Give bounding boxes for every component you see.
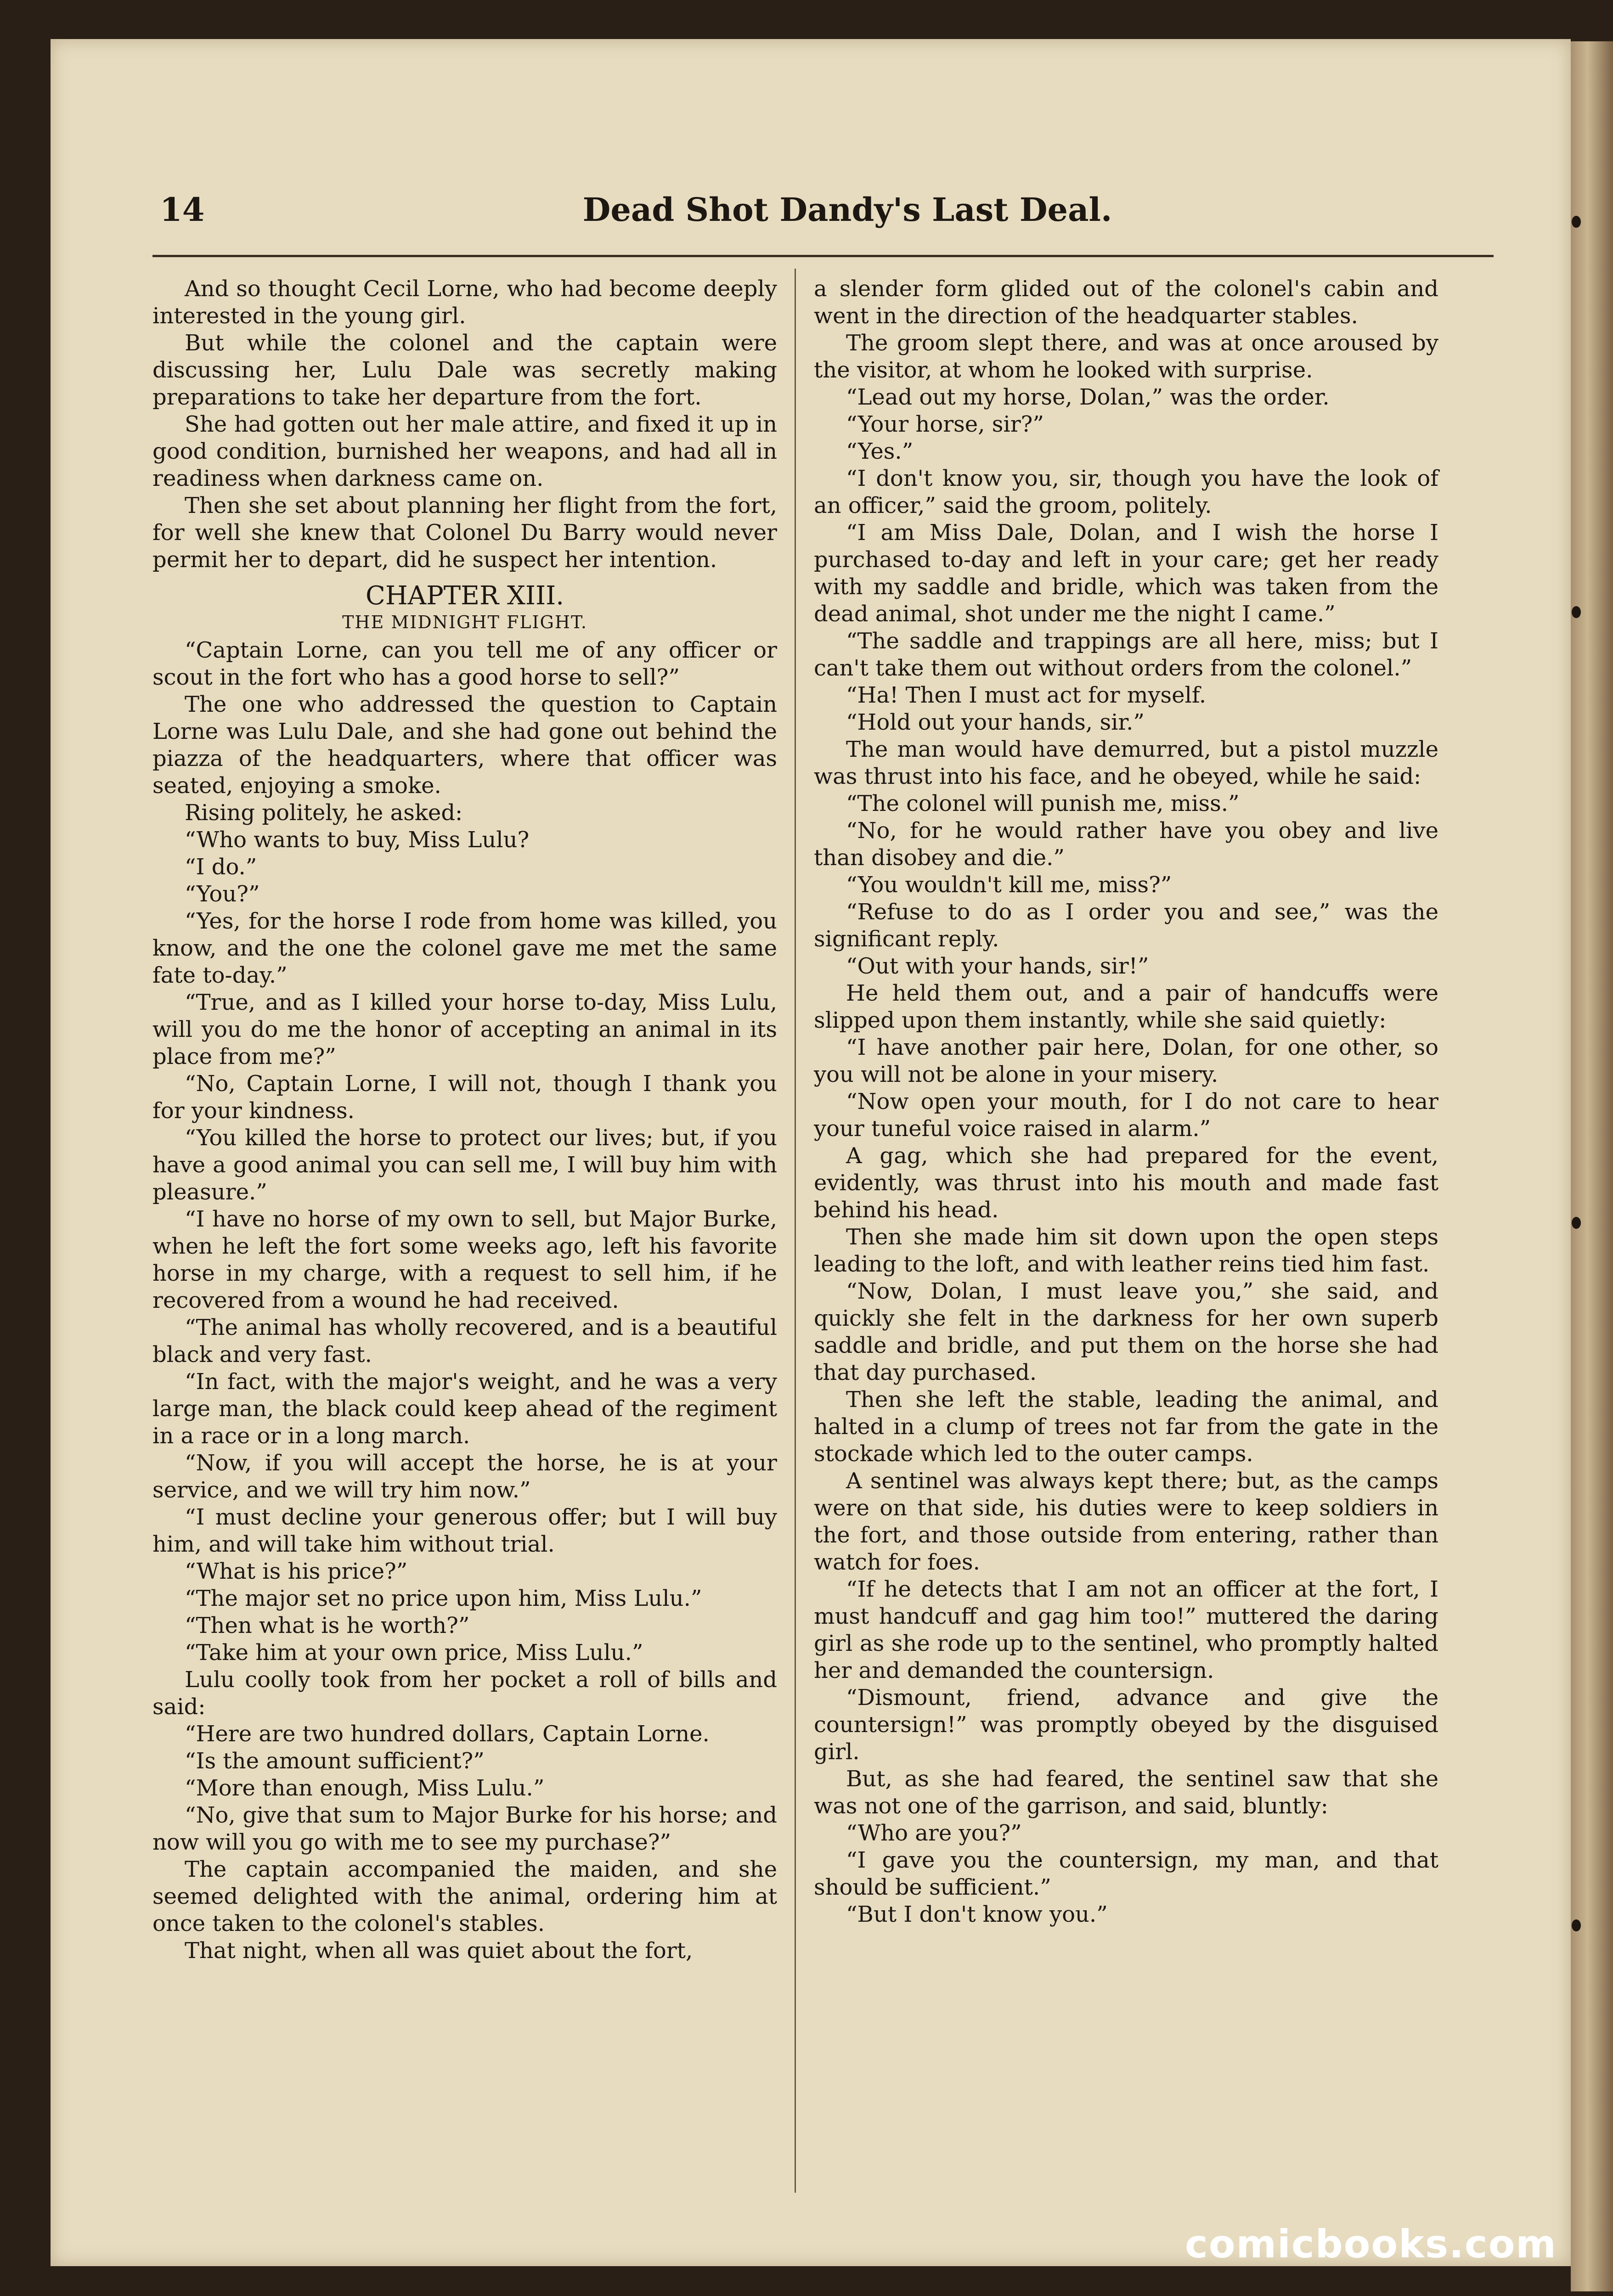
left-text-column (152, 276, 777, 1964)
paragraph: “Take him at your own price, Miss Lulu.” (185, 1640, 643, 1666)
paragraph: “I gave you the countersign, my man, and that should be sufficient.” (814, 1847, 1438, 1900)
paragraph: “No, for he would rather have you obey and live than disobey and die.” (814, 818, 1438, 871)
paragraph: Lulu coolly took from her pocket a roll of bills and said: (152, 1667, 777, 1720)
paragraph: “I don't know you, sir, though you have the look of an officer,” said the groom, politely. (814, 466, 1438, 518)
paragraph: And so thought Cecil Lorne, who had become deeply interested in the young girl. (152, 276, 777, 329)
paragraph: “True, and as I killed your horse to-day, Miss Lulu, will you do me the honor of accepting an animal in its place from me?” (152, 990, 777, 1069)
paragraph: “No, give that sum to Major Burke for his horse; and now will you go with me to see my purchase?” (152, 1802, 777, 1855)
paragraph: The man would have demurred, but a pistol muzzle was thrust into his face, and he obeyed, while he said: (814, 737, 1438, 789)
adjacent-page-edge (1571, 41, 1613, 2291)
paragraph: “You wouldn't kill me, miss?” (846, 872, 1172, 898)
paragraph: “I do.” (185, 854, 257, 880)
paragraph: “Hold out your hands, sir.” (846, 709, 1145, 735)
paragraph: a slender form glided out of the colonel's cabin and went in the direction of the headquarter stables. (814, 276, 1438, 329)
paragraph: “But I don't know you.” (846, 1902, 1108, 1927)
site-watermark: comicbooks.com (1185, 2222, 1557, 2267)
paragraph: “You?” (185, 881, 260, 907)
paragraph: He held them out, and a pair of handcuffs were slipped upon them instantly, while she said quietly: (814, 980, 1438, 1033)
paragraph: “No, Captain Lorne, I will not, though I thank you for your kindness. (152, 1071, 777, 1124)
paragraph: Rising politely, he asked: (185, 800, 463, 826)
paragraph: “More than enough, Miss Lulu.” (185, 1775, 545, 1801)
chapter-title: CHAPTER XIII. (365, 581, 564, 611)
paragraph: “I have another pair here, Dolan, for one other, so you will not be alone in your misery. (814, 1035, 1438, 1087)
paragraph: “Your horse, sir?” (846, 411, 1044, 437)
paragraph: “Who wants to buy, Miss Lulu? (185, 827, 530, 853)
paragraph: “In fact, with the major's weight, and he was a very large man, the black could keep ahead of the regiment in a race or in a long march. (152, 1369, 777, 1449)
paragraph: “Is the amount sufficient?” (185, 1748, 485, 1774)
paragraph: “Ha! Then I must act for myself. (846, 682, 1207, 708)
paragraph: A gag, which she had prepared for the event, evidently, was thrust into his mouth and made fast behind his head. (814, 1143, 1438, 1223)
paragraph: “Here are two hundred dollars, Captain Lorne. (185, 1721, 710, 1747)
paragraph: “Yes.” (846, 439, 914, 464)
paragraph: “What is his price?” (185, 1559, 408, 1584)
paragraph: “Lead out my horse, Dolan,” was the order. (846, 384, 1330, 410)
book-page (51, 39, 1571, 2266)
paragraph: “Dismount, friend, advance and give the countersign!” was promptly obeyed by the disguised girl. (814, 1685, 1438, 1765)
paragraph: Then she made him sit down upon the open steps leading to the loft, and with leather reins tied him fast. (814, 1224, 1438, 1277)
binding-stitch (1572, 1217, 1581, 1229)
paragraph: “Yes, for the horse I rode from home was killed, you know, and the one the colonel gave me met the same fate to-day.” (152, 908, 777, 988)
right-text-column (814, 276, 1438, 1928)
paragraph: “Who are you?” (846, 1820, 1022, 1846)
paragraph: “You killed the horse to protect our lives; but, if you have a good animal you can sell me, I will buy him with pleasure.” (152, 1125, 777, 1205)
binding-stitch (1572, 1919, 1581, 1931)
paragraph: “I have no horse of my own to sell, but Major Burke, when he left the fort some weeks ago, left his favorite horse in my charge, with a request to sell him, if he recovered from a wound he had received. (152, 1206, 777, 1313)
column-divider (795, 269, 796, 2193)
paragraph: “If he detects that I am not an officer at the fort, I must handcuff and gag him too!” muttered the daring girl as she rode up to the sentinel, who promptly halted her and demanded the countersign. (814, 1576, 1438, 1683)
paragraph: The one who addressed the question to Captain Lorne was Lulu Dale, and she had gone out behind the piazza of the headquarters, where that officer was seated, enjoying a smoke. (152, 692, 777, 799)
paragraph: “The animal has wholly recovered, and is a beautiful black and very fast. (152, 1315, 777, 1367)
paragraph: “The saddle and trappings are all here, miss; but I can't take them out without orders from the colonel.” (814, 628, 1438, 681)
running-title: Dead Shot Dandy's Last Deal. (582, 191, 1112, 229)
paragraph: “Now open your mouth, for I do not care to hear your tuneful voice raised in alarm.” (814, 1089, 1438, 1142)
chapter-subtitle: THE MIDNIGHT FLIGHT. (342, 612, 587, 632)
binding-stitch (1572, 606, 1581, 618)
paragraph: But, as she had feared, the sentinel saw that she was not one of the garrison, and said, bluntly: (814, 1766, 1438, 1819)
paragraph: She had gotten out her male attire, and fixed it up in good condition, burnished her weapons, and had all in readiness when darkness came on. (152, 411, 777, 491)
paragraph: The groom slept there, and was at once aroused by the visitor, at whom he looked with surprise. (814, 330, 1438, 383)
paragraph: “Now, if you will accept the horse, he is at your service, and we will try him now.” (152, 1450, 777, 1503)
paragraph: “Refuse to do as I order you and see,” was the significant reply. (814, 899, 1438, 952)
paragraph: “I must decline your generous offer; but I will buy him, and will take him without trial. (152, 1504, 777, 1557)
paragraph: Then she left the stable, leading the animal, and halted in a clump of trees not far from the gate in the stockade which led to the outer camps. (814, 1387, 1438, 1467)
paragraph: “Then what is he worth?” (185, 1613, 470, 1638)
paragraph: “Out with your hands, sir!” (846, 953, 1149, 979)
page-number: 14 (160, 191, 205, 229)
paragraph: “Captain Lorne, can you tell me of any officer or scout in the fort who has a good horse to sell?” (152, 637, 777, 690)
paragraph: “I am Miss Dale, Dolan, and I wish the horse I purchased to-day and left in your care; get her ready with my saddle and bridle, which was taken from the dead animal, shot under me the night I came.” (814, 520, 1438, 627)
header-rule (152, 255, 1494, 257)
paragraph: “The colonel will punish me, miss.” (846, 791, 1240, 816)
paragraph: Then she set about planning her flight from the fort, for well she knew that Colonel Du Barry would never permit her to depart, did he suspect her intention. (152, 493, 777, 573)
paragraph: The captain accompanied the maiden, and she seemed delighted with the animal, ordering him at once taken to the colonel's stables. (152, 1857, 777, 1936)
paragraph: “Now, Dolan, I must leave you,” she said, and quickly she felt in the darkness for her own superb saddle and bridle, and put them on the horse she had that day purchased. (814, 1278, 1438, 1385)
paragraph: That night, when all was quiet about the fort, (185, 1938, 693, 1964)
paragraph: “The major set no price upon him, Miss Lulu.” (185, 1586, 702, 1611)
paragraph: But while the colonel and the captain were discussing her, Lulu Dale was secretly making preparations to take her departure from the fort. (152, 330, 777, 410)
binding-stitch (1572, 216, 1581, 228)
paragraph: A sentinel was always kept there; but, as the camps were on that side, his duties were to keep soldiers in the fort, and those outside from entering, rather than watch for foes. (814, 1468, 1438, 1575)
